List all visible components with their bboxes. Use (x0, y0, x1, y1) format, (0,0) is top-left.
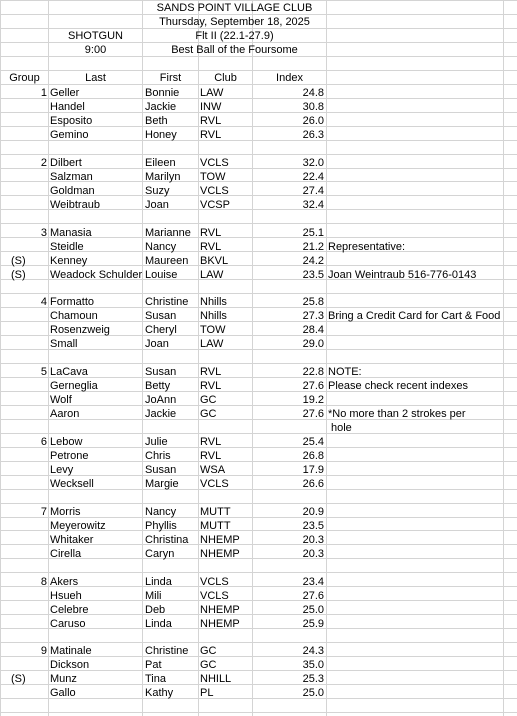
column-header-first: First (159, 72, 182, 84)
first-name: Tina (145, 673, 166, 686)
last-name: LaCava (50, 366, 88, 379)
first-name: Maureen (145, 254, 189, 267)
note: Representative: (328, 240, 406, 253)
group-number: 2 (40, 156, 47, 169)
note: Joan Weintraub 516-776-0143 (328, 268, 477, 281)
club: INW (200, 101, 222, 113)
gridline (48, 0, 49, 716)
first-name: Susan (145, 366, 177, 379)
club: VCLS (200, 575, 229, 588)
handicap-index: 23.5 (302, 268, 324, 281)
substitute-mark: (S) (11, 673, 26, 686)
last-name: Hsueh (50, 589, 82, 602)
last-name: Akers (50, 575, 79, 588)
last-name: Formatto (50, 296, 95, 309)
gridline (0, 712, 517, 713)
club: WSA (200, 463, 226, 476)
club: VCLS (200, 156, 229, 169)
column-header-index: Index (276, 72, 303, 84)
last-name: Caruso (50, 617, 86, 630)
last-name: Gallo (50, 687, 76, 700)
club: RVL (200, 128, 222, 141)
first-name: Jackie (145, 101, 177, 113)
first-name: Linda (145, 575, 172, 588)
last-name: Manasia (50, 226, 92, 239)
first-name: Linda (145, 617, 172, 630)
handicap-index: 25.0 (302, 603, 324, 616)
last-name: Chamoun (50, 310, 98, 323)
last-name: Cirella (50, 547, 82, 560)
first-name: Christine (145, 296, 189, 309)
game-format: Best Ball of the Foursome (171, 44, 298, 56)
gridline (0, 572, 517, 573)
club: NHILL (200, 673, 232, 686)
last-name: Esposito (50, 114, 93, 127)
column-header-group: Group (9, 72, 40, 84)
club: VCLS (200, 477, 229, 490)
handicap-index: 26.0 (302, 114, 324, 127)
last-name: Celebre (50, 603, 89, 616)
first-name: Betty (145, 380, 171, 393)
handicap-index: 35.0 (302, 659, 324, 672)
last-name: Wolf (50, 394, 72, 407)
last-name: Matinale (50, 645, 92, 658)
club: NHEMP (200, 617, 240, 630)
gridline (503, 0, 504, 716)
first-name: Pat (145, 659, 162, 672)
last-name: Weadock Schulder (50, 268, 143, 281)
gridline (0, 642, 517, 643)
group-number: 3 (40, 226, 47, 239)
last-name: Kenney (50, 254, 88, 267)
handicap-index: 22.8 (302, 366, 324, 379)
first-name: Christine (145, 645, 189, 658)
handicap-index: 27.3 (302, 310, 324, 323)
column-header-club: Club (214, 72, 237, 84)
last-name: Morris (50, 505, 81, 518)
first-name: Marianne (145, 226, 191, 239)
first-name: Mili (145, 589, 162, 602)
last-name: Steidle (50, 240, 84, 253)
last-name: Goldman (50, 184, 95, 197)
handicap-index: 25.8 (302, 296, 324, 309)
club: MUTT (200, 519, 231, 532)
handicap-index: 25.0 (302, 687, 324, 700)
handicap-index: 29.0 (302, 338, 324, 351)
note: Bring a Credit Card for Cart & Food (328, 310, 501, 323)
note: NOTE: (328, 366, 362, 379)
club: NHEMP (200, 603, 240, 616)
handicap-index: 23.4 (302, 575, 324, 588)
last-name: Salzman (50, 170, 93, 183)
club: RVL (200, 114, 222, 127)
last-name: Dilbert (50, 156, 82, 169)
club: NHEMP (200, 533, 240, 546)
handicap-index: 27.6 (302, 408, 324, 421)
handicap-index: 23.5 (302, 519, 324, 532)
handicap-index: 28.4 (302, 324, 324, 337)
gridline (0, 293, 517, 294)
handicap-index: 24.8 (302, 87, 324, 100)
last-name: Meyerowitz (50, 519, 106, 532)
club: Nhills (200, 296, 227, 309)
club: PL (200, 687, 214, 700)
last-name: Wecksell (50, 477, 94, 490)
gridline (0, 363, 517, 364)
first-name: Louise (145, 268, 178, 281)
club: RVL (200, 226, 222, 239)
club: RVL (200, 240, 222, 253)
first-name: Deb (145, 603, 166, 616)
last-name: Rosenzweig (50, 324, 110, 337)
handicap-index: 20.9 (302, 505, 324, 518)
club-title: SANDS POINT VILLAGE CLUB (156, 2, 313, 14)
first-name: Suzy (145, 184, 170, 197)
first-name: Caryn (145, 547, 175, 560)
club: RVL (200, 366, 222, 379)
event-format: SHOTGUN (68, 30, 123, 42)
last-name: Geller (50, 87, 80, 100)
group-number: 9 (40, 645, 47, 658)
handicap-index: 24.3 (302, 645, 324, 658)
handicap-index: 32.4 (302, 198, 324, 211)
handicap-index: 21.2 (302, 240, 324, 253)
handicap-index: 25.4 (302, 436, 324, 449)
last-name: Aaron (50, 408, 80, 421)
substitute-mark: (S) (11, 268, 26, 281)
club: LAW (200, 268, 224, 281)
group-number: 7 (40, 505, 47, 518)
handicap-index: 27.6 (302, 589, 324, 602)
group-number: 6 (40, 436, 47, 449)
club: MUTT (200, 505, 231, 518)
gridline (0, 223, 517, 224)
club: VCLS (200, 184, 229, 197)
first-name: Margie (145, 477, 179, 490)
club: RVL (200, 450, 222, 462)
column-header-last: Last (85, 72, 106, 84)
handicap-index: 26.6 (302, 477, 324, 490)
club: RVL (200, 380, 222, 393)
last-name: Munz (50, 673, 77, 686)
first-name: Christina (145, 533, 189, 546)
handicap-index: 22.4 (302, 170, 324, 183)
first-name: Nancy (145, 505, 177, 518)
first-name: Chris (145, 450, 171, 462)
club: TOW (200, 170, 226, 183)
substitute-mark: (S) (11, 254, 26, 267)
first-name: Joan (145, 198, 169, 211)
club: LAW (200, 87, 224, 100)
club: NHEMP (200, 547, 240, 560)
note: Please check recent indexes (328, 380, 469, 393)
club: VCLS (200, 589, 229, 602)
first-name: Bonnie (145, 87, 180, 100)
start-time: 9:00 (84, 44, 107, 56)
last-name: Levy (50, 463, 74, 476)
handicap-index: 26.8 (302, 450, 324, 462)
first-name: Nancy (145, 240, 177, 253)
handicap-index: 20.3 (302, 547, 324, 560)
first-name: Joan (145, 338, 169, 351)
club: RVL (200, 436, 222, 449)
first-name: Marilyn (145, 170, 181, 183)
group-number: 8 (40, 575, 47, 588)
handicap-index: 24.2 (302, 254, 324, 267)
handicap-index: 19.2 (302, 394, 324, 407)
club: VCSP (200, 198, 230, 211)
last-name: Weibtraub (50, 198, 100, 211)
first-name: Susan (145, 310, 177, 323)
first-name: Honey (145, 128, 177, 141)
handicap-index: 27.6 (302, 380, 324, 393)
handicap-index: 20.3 (302, 533, 324, 546)
flight: Flt II (22.1-27.9) (195, 30, 274, 42)
handicap-index: 25.1 (302, 226, 324, 239)
last-name: Handel (50, 101, 85, 113)
gridline (0, 0, 1, 716)
last-name: Petrone (50, 450, 89, 462)
handicap-index: 26.3 (302, 128, 324, 141)
last-name: Gerneglia (50, 380, 98, 393)
handicap-index: 25.3 (302, 673, 324, 686)
club: GC (200, 645, 217, 658)
note: hole (331, 422, 352, 435)
club: GC (200, 408, 217, 421)
last-name: Gemino (50, 128, 89, 141)
group-number: 4 (40, 296, 47, 309)
last-name: Lebow (50, 436, 83, 449)
last-name: Dickson (50, 659, 90, 672)
club: TOW (200, 324, 226, 337)
club: GC (200, 659, 217, 672)
handicap-index: 25.9 (302, 617, 324, 630)
club: LAW (200, 338, 224, 351)
first-name: Beth (145, 114, 168, 127)
handicap-index: 30.8 (302, 101, 324, 113)
first-name: Kathy (145, 687, 174, 700)
handicap-index: 17.9 (302, 463, 324, 476)
first-name: Phyllis (145, 519, 177, 532)
group-number: 1 (40, 87, 47, 100)
first-name: Julie (145, 436, 168, 449)
club: GC (200, 394, 217, 407)
club: BKVL (200, 254, 229, 267)
club: Nhills (200, 310, 227, 323)
group-number: 5 (40, 366, 47, 379)
event-date: Thursday, September 18, 2025 (159, 16, 310, 28)
handicap-index: 32.0 (302, 156, 324, 169)
first-name: Jackie (145, 408, 177, 421)
first-name: Susan (145, 463, 177, 476)
first-name: Eileen (145, 156, 176, 169)
gridline (326, 0, 327, 716)
note: *No more than 2 strokes per (328, 408, 466, 421)
first-name: Cheryl (145, 324, 177, 337)
handicap-index: 27.4 (302, 184, 324, 197)
first-name: JoAnn (145, 394, 177, 407)
last-name: Small (50, 338, 78, 351)
last-name: Whitaker (50, 533, 94, 546)
